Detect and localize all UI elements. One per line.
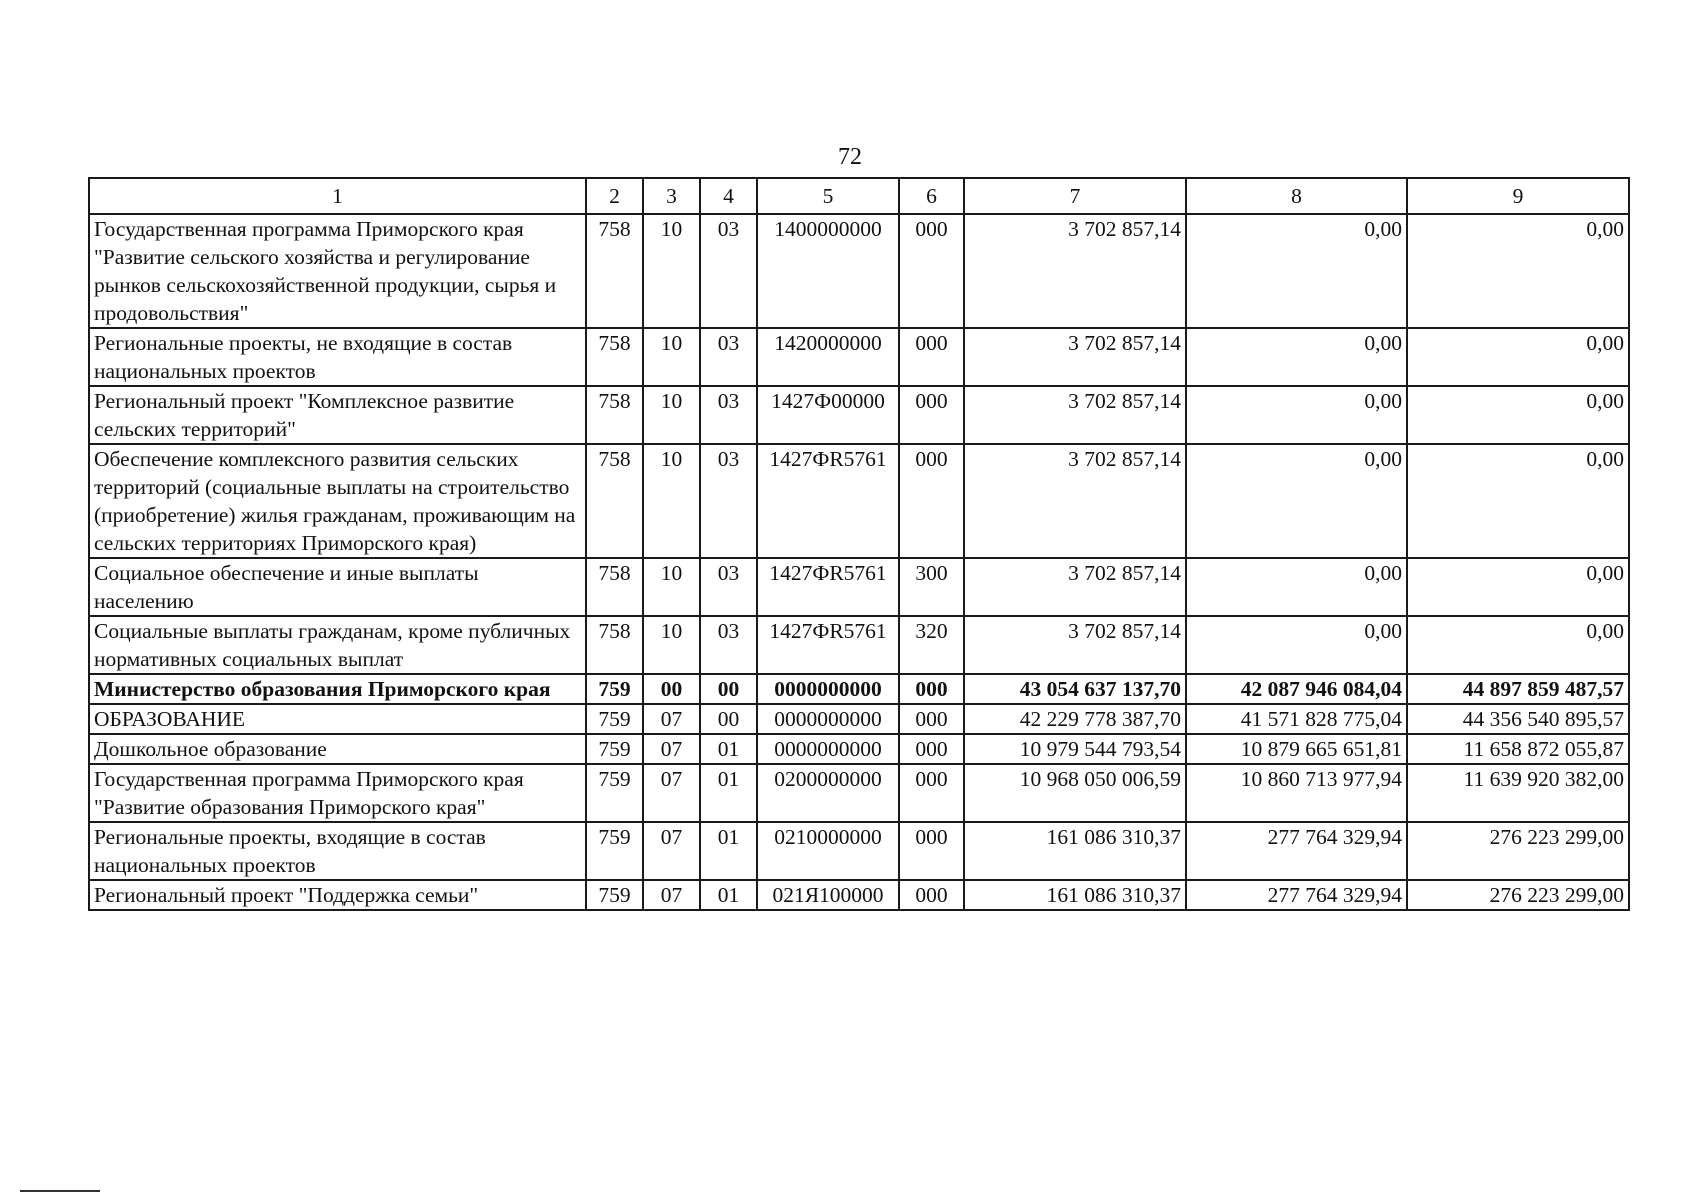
amount-col9-cell: 276 223 299,00 xyxy=(1407,822,1629,880)
amount-col7-cell: 10 979 544 793,54 xyxy=(964,734,1186,764)
target-article-cell: 0000000000 xyxy=(757,734,899,764)
admin-code-cell: 759 xyxy=(586,734,643,764)
amount-col8-cell: 0,00 xyxy=(1186,558,1407,616)
amount-col8-cell: 42 087 946 084,04 xyxy=(1186,674,1407,704)
admin-code-cell: 759 xyxy=(586,764,643,822)
section-code-cell: 10 xyxy=(643,386,700,444)
expense-type-cell: 000 xyxy=(899,214,964,328)
amount-col9-cell: 276 223 299,00 xyxy=(1407,880,1629,910)
table-row xyxy=(89,616,1629,674)
subsection-code-cell: 01 xyxy=(700,880,757,910)
amount-col7-cell: 10 968 050 006,59 xyxy=(964,764,1186,822)
table-row xyxy=(89,764,1629,822)
subsection-code-cell: 01 xyxy=(700,764,757,822)
row-name-cell: Государственная программа Приморского края "Развитие образования Приморского края" xyxy=(89,764,586,822)
row-name-cell: Обеспечение комплексного развития сельских территорий (социальные выплаты на строительство (приобретение) жилья гражданам, проживающим на сельских территориях Приморского края) xyxy=(89,444,586,558)
subsection-code-cell: 03 xyxy=(700,616,757,674)
section-code-cell: 10 xyxy=(643,214,700,328)
amount-col8-cell: 41 571 828 775,04 xyxy=(1186,704,1407,734)
budget-table xyxy=(88,177,1630,911)
section-code-cell: 07 xyxy=(643,704,700,734)
row-name-cell: Региональные проекты, не входящие в состав национальных проектов xyxy=(89,328,586,386)
target-article-cell: 0000000000 xyxy=(757,704,899,734)
amount-col9-cell: 0,00 xyxy=(1407,558,1629,616)
table-row xyxy=(89,328,1629,386)
footer-rule xyxy=(20,1190,100,1192)
target-article-cell: 1400000000 xyxy=(757,214,899,328)
section-code-cell: 10 xyxy=(643,444,700,558)
amount-col9-cell: 44 356 540 895,57 xyxy=(1407,704,1629,734)
amount-col7-cell: 3 702 857,14 xyxy=(964,328,1186,386)
header-cell: 4 xyxy=(700,178,757,214)
section-code-cell: 10 xyxy=(643,328,700,386)
page-number: 72 xyxy=(838,144,862,170)
amount-col7-cell: 3 702 857,14 xyxy=(964,386,1186,444)
subsection-code-cell: 03 xyxy=(700,386,757,444)
target-article-cell: 0210000000 xyxy=(757,822,899,880)
target-article-cell: 1427Ф00000 xyxy=(757,386,899,444)
expense-type-cell: 000 xyxy=(899,674,964,704)
amount-col7-cell: 3 702 857,14 xyxy=(964,616,1186,674)
table-row xyxy=(89,386,1629,444)
expense-type-cell: 300 xyxy=(899,558,964,616)
header-cell: 9 xyxy=(1407,178,1629,214)
section-code-cell: 07 xyxy=(643,734,700,764)
target-article-cell: 1427ФR5761 xyxy=(757,444,899,558)
table-body xyxy=(89,214,1629,910)
row-name-cell: ОБРАЗОВАНИЕ xyxy=(89,704,586,734)
amount-col8-cell: 10 860 713 977,94 xyxy=(1186,764,1407,822)
amount-col8-cell: 277 764 329,94 xyxy=(1186,822,1407,880)
table-row xyxy=(89,880,1629,910)
table-row xyxy=(89,214,1629,328)
expense-type-cell: 000 xyxy=(899,386,964,444)
amount-col8-cell: 0,00 xyxy=(1186,444,1407,558)
target-article-cell: 0200000000 xyxy=(757,764,899,822)
amount-col9-cell: 0,00 xyxy=(1407,214,1629,328)
section-code-cell: 07 xyxy=(643,764,700,822)
admin-code-cell: 759 xyxy=(586,880,643,910)
row-name-cell: Региональный проект "Поддержка семьи" xyxy=(89,880,586,910)
table-row xyxy=(89,444,1629,558)
amount-col8-cell: 0,00 xyxy=(1186,328,1407,386)
table-row xyxy=(89,734,1629,764)
row-name-cell: Министерство образования Приморского края xyxy=(89,674,586,704)
expense-type-cell: 000 xyxy=(899,328,964,386)
subsection-code-cell: 03 xyxy=(700,328,757,386)
admin-code-cell: 758 xyxy=(586,616,643,674)
subsection-code-cell: 03 xyxy=(700,214,757,328)
subsection-code-cell: 01 xyxy=(700,734,757,764)
admin-code-cell: 758 xyxy=(586,386,643,444)
amount-col9-cell: 11 639 920 382,00 xyxy=(1407,764,1629,822)
row-name-cell: Дошкольное образование xyxy=(89,734,586,764)
admin-code-cell: 758 xyxy=(586,214,643,328)
header-cell: 2 xyxy=(586,178,643,214)
amount-col7-cell: 3 702 857,14 xyxy=(964,558,1186,616)
expense-type-cell: 320 xyxy=(899,616,964,674)
expense-type-cell: 000 xyxy=(899,704,964,734)
table-row xyxy=(89,704,1629,734)
subsection-code-cell: 00 xyxy=(700,674,757,704)
amount-col9-cell: 0,00 xyxy=(1407,616,1629,674)
admin-code-cell: 759 xyxy=(586,704,643,734)
admin-code-cell: 758 xyxy=(586,444,643,558)
amount-col7-cell: 161 086 310,37 xyxy=(964,880,1186,910)
amount-col7-cell: 161 086 310,37 xyxy=(964,822,1186,880)
table-row xyxy=(89,822,1629,880)
section-code-cell: 07 xyxy=(643,880,700,910)
admin-code-cell: 759 xyxy=(586,674,643,704)
amount-col8-cell: 0,00 xyxy=(1186,214,1407,328)
expense-type-cell: 000 xyxy=(899,444,964,558)
amount-col8-cell: 10 879 665 651,81 xyxy=(1186,734,1407,764)
target-article-cell: 1420000000 xyxy=(757,328,899,386)
subsection-code-cell: 00 xyxy=(700,704,757,734)
amount-col7-cell: 42 229 778 387,70 xyxy=(964,704,1186,734)
table-row xyxy=(89,674,1629,704)
target-article-cell: 021Я100000 xyxy=(757,880,899,910)
header-cell: 1 xyxy=(89,178,586,214)
target-article-cell: 1427ФR5761 xyxy=(757,558,899,616)
subsection-code-cell: 01 xyxy=(700,822,757,880)
amount-col8-cell: 0,00 xyxy=(1186,386,1407,444)
amount-col9-cell: 0,00 xyxy=(1407,386,1629,444)
row-name-cell: Региональные проекты, входящие в состав национальных проектов xyxy=(89,822,586,880)
expense-type-cell: 000 xyxy=(899,734,964,764)
amount-col9-cell: 11 658 872 055,87 xyxy=(1407,734,1629,764)
amount-col8-cell: 277 764 329,94 xyxy=(1186,880,1407,910)
row-name-cell: Социальное обеспечение и иные выплаты населению xyxy=(89,558,586,616)
amount-col7-cell: 3 702 857,14 xyxy=(964,214,1186,328)
header-cell: 8 xyxy=(1186,178,1407,214)
amount-col9-cell: 44 897 859 487,57 xyxy=(1407,674,1629,704)
row-name-cell: Социальные выплаты гражданам, кроме публичных нормативных социальных выплат xyxy=(89,616,586,674)
amount-col9-cell: 0,00 xyxy=(1407,328,1629,386)
header-cell: 5 xyxy=(757,178,899,214)
amount-col7-cell: 43 054 637 137,70 xyxy=(964,674,1186,704)
subsection-code-cell: 03 xyxy=(700,558,757,616)
target-article-cell: 1427ФR5761 xyxy=(757,616,899,674)
section-code-cell: 10 xyxy=(643,558,700,616)
header-cell: 6 xyxy=(899,178,964,214)
expense-type-cell: 000 xyxy=(899,764,964,822)
admin-code-cell: 758 xyxy=(586,328,643,386)
subsection-code-cell: 03 xyxy=(700,444,757,558)
table-row xyxy=(89,558,1629,616)
row-name-cell: Государственная программа Приморского края "Развитие сельского хозяйства и регулирование рынков сельскохозяйственной продукции, сырья и продовольствия" xyxy=(89,214,586,328)
expense-type-cell: 000 xyxy=(899,880,964,910)
amount-col8-cell: 0,00 xyxy=(1186,616,1407,674)
header-row xyxy=(89,178,1629,214)
header-cell: 3 xyxy=(643,178,700,214)
amount-col9-cell: 0,00 xyxy=(1407,444,1629,558)
row-name-cell: Региональный проект "Комплексное развитие сельских территорий" xyxy=(89,386,586,444)
target-article-cell: 0000000000 xyxy=(757,674,899,704)
admin-code-cell: 759 xyxy=(586,822,643,880)
section-code-cell: 00 xyxy=(643,674,700,704)
section-code-cell: 10 xyxy=(643,616,700,674)
section-code-cell: 07 xyxy=(643,822,700,880)
admin-code-cell: 758 xyxy=(586,558,643,616)
expense-type-cell: 000 xyxy=(899,822,964,880)
header-cell: 7 xyxy=(964,178,1186,214)
amount-col7-cell: 3 702 857,14 xyxy=(964,444,1186,558)
